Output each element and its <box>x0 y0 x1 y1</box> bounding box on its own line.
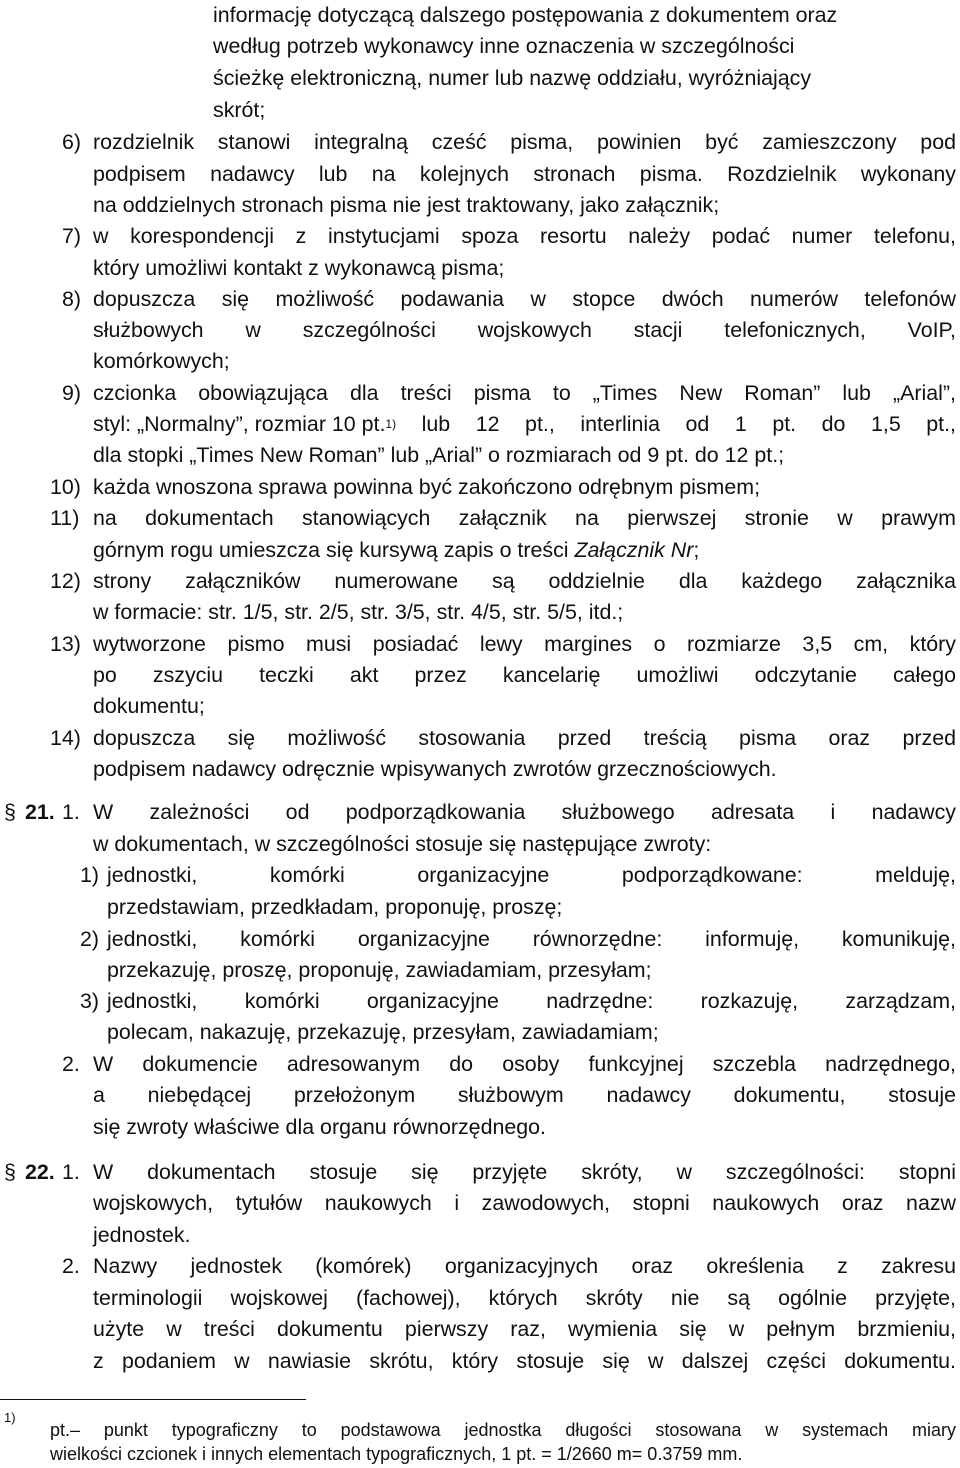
section-22-par-2-line-1: Nazwy jednostek (komórek) organizacyjnych oraz określenia z zakresu <box>93 1254 956 1278</box>
section-21-par-2-line-2: a niebędącej przełożonym służbowym nadawcy dokumentu, stosuje <box>93 1083 956 1107</box>
item-13-line-2: po zszyciu teczki akt przez kancelarię umożliwi odczytanie całego <box>93 663 956 687</box>
item-6-number: 6) <box>62 130 82 154</box>
item-8-line-1: dopuszcza się możliwość podawania w stopce dwóch numerów telefonów <box>93 287 956 311</box>
section-21-point-3-line-1: jednostki, komórki organizacyjne nadrzędne: rozkazuję, zarządzam, <box>107 989 956 1013</box>
item-12-line-1: strony załączników numerowane są oddzielnie dla każdego załącznika <box>93 569 956 593</box>
item-6-line-1: rozdzielnik stanowi integralną cześć pisma, powinien być zamieszczony pod <box>93 130 956 154</box>
item-12-line-2: w formacie: str. 1/5, str. 2/5, str. 3/5, str. 4/5, str. 5/5, itd.; <box>93 600 624 624</box>
item-14-number: 14) <box>50 726 81 750</box>
item-9-line-3: dla stopki „Times New Roman” lub „Arial” o rozmiarach od 9 pt. do 12 pt.; <box>93 443 785 467</box>
section-22-par-1-line-1: W dokumentach stosuje się przyjęte skróty, w szczególności: stopni <box>93 1160 956 1184</box>
item-8-line-2: służbowych w szczególności wojskowych stacji telefonicznych, VoIP, <box>93 318 956 342</box>
footnote-mark: 1) <box>4 1410 16 1425</box>
footnote-line-1: pt.– punkt typograficzny to podstawowa jednostka długości stosowana w systemach miary <box>50 1420 956 1440</box>
item-11-number: 11) <box>50 506 80 530</box>
item-13-line-1: wytworzone pismo musi posiadać lewy margines o rozmiarze 3,5 cm, który <box>93 632 956 656</box>
item-11-line-1: na dokumentach stanowiących załącznik na pierwszej stronie w prawym <box>93 506 956 530</box>
section-21-point-2-line-1: jednostki, komórki organizacyjne równorzędne: informuję, komunikuję, <box>107 927 956 951</box>
item-11-line-2 <box>93 535 699 565</box>
footnote-separator <box>0 1399 306 1400</box>
section-21-point-3-number: 3) <box>80 989 100 1013</box>
section-21-par-2-line-3: się zwroty właściwe dla organu równorzędnego. <box>93 1115 546 1139</box>
item-7-line-1: w korespondencji z instytucjami spoza resortu należy podać numer telefonu, <box>93 224 956 248</box>
continuation-line-4: skrót; <box>213 98 266 122</box>
continuation-line-3: ścieżkę elektroniczną, numer lub nazwę oddziału, wyróżniający <box>213 66 812 90</box>
section-21-sign: § <box>4 800 16 824</box>
continuation-line-2: według potrzeb wykonawcy inne oznaczenia w szczególności <box>213 34 795 58</box>
section-22-number: 22. <box>25 1160 55 1184</box>
item-6-line-3: na oddzielnych stronach pisma nie jest traktowany, jako załącznik; <box>93 193 720 217</box>
attachment-label: Załącznik Nr <box>574 538 694 562</box>
section-21-par-2-number: 2. <box>62 1052 80 1076</box>
section-22-par-2-number: 2. <box>62 1254 80 1278</box>
item-13-number: 13) <box>50 632 81 656</box>
item-14-line-1: dopuszcza się możliwość stosowania przed treścią pisma oraz przed <box>93 726 956 750</box>
item-12-number: 12) <box>50 569 81 593</box>
item-9-number: 9) <box>62 381 82 405</box>
section-21-point-1-line-2: przedstawiam, przedkładam, proponuję, proszę; <box>107 895 563 919</box>
footnote-line-2: wielkości czcionek i innych elementach typograficznych, 1 pt. = 1/2660 m= 0.3759 mm. <box>50 1444 743 1464</box>
section-22-par-1-line-3: jednostek. <box>93 1223 191 1247</box>
item-9-line-2-part-b: lub 12 pt., interlinia od 1 pt. do 1,5 pt., <box>396 412 956 436</box>
section-22-par-2-line-4: z podaniem w nawiasie skrótu, który stosuje się w dalszej części dokumentu. <box>93 1349 956 1373</box>
item-13-line-3: dokumentu; <box>93 694 205 718</box>
item-14-line-2: podpisem nadawcy odręcznie wpisywanych zwrotów grzecznościowych. <box>93 757 777 781</box>
section-21-par-1-line-1: W zależności od podporządkowania służbowego adresata i nadawcy <box>93 800 956 824</box>
item-9-line-1: czcionka obowiązująca dla treści pisma to „Times New Roman” lub „Arial”, <box>93 381 956 405</box>
item-10-line-1: każda wnoszona sprawa powinna być zakończono odrębnym pismem; <box>93 475 761 499</box>
section-22-sign: § <box>4 1160 16 1184</box>
item-11-line-2-end: ; <box>693 538 700 562</box>
section-21-par-1-line-2: w dokumentach, w szczególności stosuje się następujące zwroty: <box>93 832 712 856</box>
section-21-point-3-line-2: polecam, nakazuję, przekazuję, przesyłam, zawiadamiam; <box>107 1020 659 1044</box>
section-22-par-1-number: 1. <box>62 1160 80 1184</box>
footnote-reference: 1) <box>385 417 397 431</box>
section-22-par-2-line-2: terminologii wojskowej (fachowej), których skróty nie są ogólnie przyjęte, <box>93 1286 956 1310</box>
section-21-par-1-number: 1. <box>62 800 80 824</box>
item-7-number: 7) <box>62 224 82 248</box>
item-6-line-2: podpisem nadawcy lub na kolejnych stronach pisma. Rozdzielnik wykonany <box>93 162 956 186</box>
item-9-line-2 <box>93 409 956 439</box>
item-8-number: 8) <box>62 287 82 311</box>
section-21-par-2-line-1: W dokumencie adresowanym do osoby funkcyjnej szczebla nadrzędnego, <box>93 1052 956 1076</box>
section-22-par-1-line-2: wojskowych, tytułów naukowych i zawodowych, stopni naukowych oraz nazw <box>93 1191 956 1215</box>
item-9-line-2-part-a: styl: „Normalny”, rozmiar 10 pt. <box>93 412 386 436</box>
item-8-line-3: komórkowych; <box>93 349 230 373</box>
item-11-line-2-text: górnym rogu umieszcza się kursywą zapis o treści <box>93 538 575 562</box>
section-21-point-1-line-1: jednostki, komórki organizacyjne podporządkowane: melduję, <box>107 863 956 887</box>
continuation-line-1: informację dotyczącą dalszego postępowania z dokumentem oraz <box>213 3 838 27</box>
section-21-number: 21. <box>25 800 55 824</box>
item-7-line-2: który umożliwi kontakt z wykonawcą pisma; <box>93 256 505 280</box>
section-21-point-1-number: 1) <box>80 863 100 887</box>
section-21-point-2-line-2: przekazuję, proszę, proponuję, zawiadamiam, przesyłam; <box>107 958 652 982</box>
section-21-point-2-number: 2) <box>80 927 100 951</box>
section-22-par-2-line-3: użyte w treści dokumentu pierwszy raz, wymienia się w pełnym brzmieniu, <box>93 1317 956 1341</box>
item-10-number: 10) <box>50 475 81 499</box>
